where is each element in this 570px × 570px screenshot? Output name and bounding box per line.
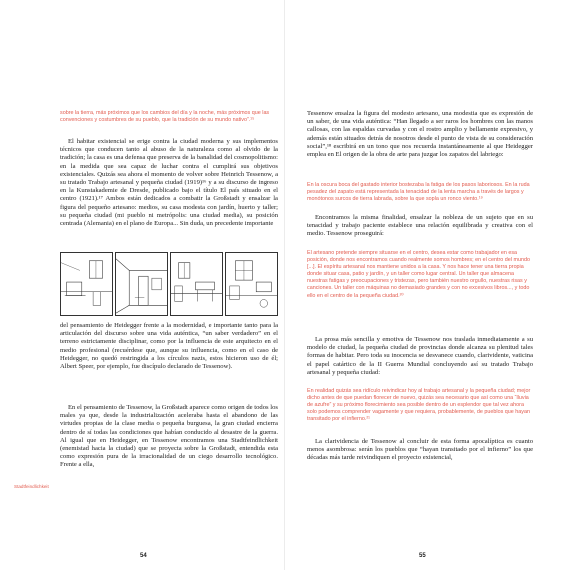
left-paragraph-2: del pensamiento de Heidegger frente a la modernidad, e importante tanto para la articulación del discurso sobre una vida auténtica, “un saber verdadero” en el terreno estrictamente disciplinar, como por la influencia de este arquitecto en el medio profesional (recuérdese que, aunque su influencia, como en el caso de Heidegger, no quedó restringida a los círculos nazis, estos hicieron uso de él; Albert Speer, por ejemplo, fue discípulo declarado de Tessenow). — [60, 322, 278, 371]
right-paragraph-3: La prosa más sencilla y emotiva de Tessenow nos traslada inmediatamente a su modelo de ciudad, la pequeña ciudad de provincias donde alcanza su plenitud tales formas de habitar. Pero toda su inocencia se desvanece cuando, clarividente, vaticina el papel catártico de la II Guerra Mundial concluyendo así su tratado Trabajo artesanal y pequeña ciudad: — [307, 336, 533, 376]
right-paragraph-2: Encontramos la misma finalidad, ensalzar la nobleza de un sujeto que en su tenacidad y trabajo paciente establece una relación equilibrada y creativa con el medio. Tessenow proseguirá: — [307, 214, 533, 238]
left-quote-top: sobre la tierra, más próximos que los cambios del día y la noche, más próximos que las convenciones y costumbres de su pueblo, que la tradición de su mundo nativo”.¹⁵ — [60, 110, 270, 124]
illustration-panel-3 — [170, 252, 223, 316]
right-page — [285, 0, 570, 570]
right-paragraph-1: Tessenow ensalza la figura del modesto artesano, una modestia que es expresión de un saber, de una vida auténtica: “Han llegado a ser raros los hombres con las manos callosas, con las espaldas curvadas y con el rostro amplio y bellamente expresivo, y además están situados detrás de nosotros desde el punto de vista de su consideración social”,¹⁸ escribirá en un tono que nos recuerda instantáneamente al que Heidegger emplea en El origen de la obra de arte para juzgar los zapatos del labriego: — [307, 110, 533, 159]
right-quote-3: En realidad quizás sea ridículo reivindicar hoy al trabajo artesanal y la pequeña ciudad; mejor dicho antes de que puedan florecer de nuevo, quizás sea necesario que así como una “lluvia de azufre” y su próximo florecimiento sea posible dentro de un esplendor que tal vez ahora solo podemos comprender vagamente y que requiera, probablemente, de pueblos que hayan transitado por el infierno.²¹ — [307, 388, 531, 423]
right-paragraph-4: La clarividencia de Tessenow al concluir de esta forma apocalíptica es cuanto menos asombrosa: serán los pueblos que “hayan transitado por el infierno” los que décadas más tarde reivindiquen el proyecto existencial, — [307, 438, 533, 462]
page-number-left: 54 — [140, 553, 147, 559]
illustration-panel-1 — [60, 252, 113, 316]
margin-note: Stadtfeindlichkeit — [14, 484, 49, 489]
illustration-panel-4 — [225, 252, 278, 316]
right-quote-2: El artesano pretende siempre situarse en el centro, desea estar como trabajador en esa posición, donde nos encontramos cuando realmente somos hombres; en el centro del mundo [...]. El espíritu artesanal nos mantiene unidos a la casa. Y nos hace tener una tierra propia donde situar casa, patio y jardín, y un taller como lugar central. Un taller que almacena nuestras fatigas y preocupaciones y tristezas, pero también nuestro orgullo, nuestras risas y canciones. Un taller con máquinas no demasiado grandes y con no excesivos libros..., y todo ello en el centro de la pequeña ciudad.²⁰ — [307, 250, 530, 299]
illustration-interiors — [60, 252, 278, 316]
illustration-panel-2 — [115, 252, 168, 316]
left-paragraph-1: El habitar existencial se erige contra la ciudad moderna y sus implementos técnicos que conducen tanto al abuso de la naturaleza como al olvido de la tradición; la casa es una defensa que preserva de la banalidad del cosmopolitismo: en la medida que sea capaz de luchar contra el cumplirá sus objetivos existenciales. Quizás sea ahora el momento de volver sobre Heinrich Tessenow, a su tratado Trabajo artesanal y pequeña ciudad (1919)¹⁶ y a su discurso de ingreso en la Kunstakademie de Dresde, publicado bajo el título El país situado en el centro (1921).¹⁷ Ambos están dedicados a combatir la Großstadt y ensalzar la figura del pequeño artesano: medios, su casa modesta con jardín, huerto y taller; su pequeña ciudad (mi pueblo ni metrópolis: una ciudad media), su posición centrada (Alemania) en el plano de Europa... Sin duda, un precedente importante — [60, 138, 278, 228]
page-number-right: 55 — [419, 553, 426, 559]
right-quote-1: En la oscura boca del gastado interior bostezaba la fatiga de los pasos laboriosos. En la ruda pesadez del zapato está representada la tenacidad de la lenta marcha a través de largos y monótonos surcos de tierra labrada, sobre la que sopla un ronco viento.¹⁹ — [307, 182, 530, 203]
left-paragraph-3: En el pensamiento de Tessenow, la Großstadt aparece como origen de todos los males ya que, desde la industrialización aceleraba hasta el abandono de las virtudes propias de la clase media o pequeña burguesa, la gran ciudad encierra dentro de sí todas las condiciones que habían conducido al desastre de la guerra. Al igual que en Heidegger, en Tessenow encontramos una Stadtfeindlichkeit (enemistad hacia la ciudad) que se proyecta sobre la Großstadt, entendida esta como expresión pura de la irracionalidad de un ciego desarrollo tecnológico. Frente a ella, — [60, 404, 278, 469]
